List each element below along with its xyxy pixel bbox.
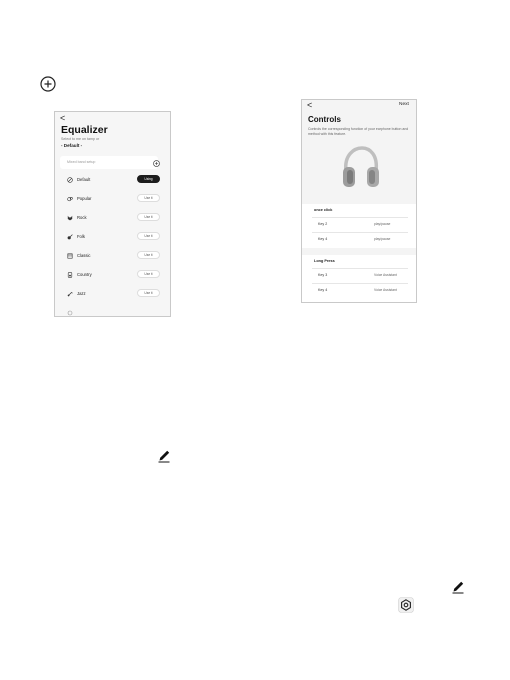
equalizer-subtitle: Select to me on tamp or <box>61 137 100 141</box>
key-action[interactable]: Voice Assistant <box>374 273 397 277</box>
preset-icon <box>67 310 73 316</box>
divider <box>312 217 408 218</box>
settings-gear-icon <box>398 597 414 613</box>
search-placeholder: Mixed band setup <box>67 160 96 164</box>
use-preset-button[interactable]: Using <box>137 175 160 183</box>
country-icon <box>67 272 73 278</box>
list-item[interactable] <box>55 286 171 304</box>
current-preset: - Default - <box>61 143 83 148</box>
search-input[interactable] <box>60 156 158 169</box>
equalizer-title: Equalizer <box>61 124 108 136</box>
key-label: Key 4 <box>318 237 328 241</box>
section-header: Long Press <box>314 259 335 263</box>
divider <box>312 232 408 233</box>
controls-description: Controls the corresponding function of your earphone button and method with this feature. <box>308 127 409 136</box>
list-item[interactable] <box>55 229 171 247</box>
preset-label: Jazz <box>77 291 86 296</box>
edit-pencil-icon <box>157 449 171 463</box>
folk-icon <box>67 234 73 240</box>
list-item[interactable] <box>55 172 171 190</box>
headphones-image <box>340 145 382 191</box>
rock-icon <box>67 215 73 221</box>
add-circle-icon <box>40 76 56 92</box>
use-preset-button[interactable]: Use it <box>137 289 160 297</box>
key-label: Key 2 <box>318 222 328 226</box>
use-preset-button[interactable]: Use it <box>137 270 160 278</box>
divider <box>312 283 408 284</box>
preset-label: Popular <box>77 196 92 201</box>
list-item[interactable] <box>55 191 171 209</box>
use-preset-button[interactable]: Use it <box>137 194 160 202</box>
list-item[interactable] <box>55 210 171 228</box>
preset-label: Country <box>77 272 92 277</box>
next-button[interactable]: Next <box>399 102 409 107</box>
popular-icon <box>67 196 73 202</box>
list-item[interactable] <box>55 267 171 285</box>
preset-label: Folk <box>77 234 85 239</box>
back-button[interactable]: < <box>307 100 313 110</box>
default-icon <box>67 177 73 183</box>
jazz-icon <box>67 291 73 297</box>
equalizer-screen <box>54 111 171 317</box>
use-preset-button[interactable]: Use it <box>137 232 160 240</box>
preset-label: Rock <box>77 215 87 220</box>
once-click-section <box>302 204 417 248</box>
key-action[interactable]: Voice Assistant <box>374 288 397 292</box>
add-preset-icon[interactable] <box>153 160 160 167</box>
key-label: Key 4 <box>318 288 328 292</box>
edit-pencil-icon <box>451 580 465 594</box>
use-preset-button[interactable]: Use it <box>137 213 160 221</box>
list-item-partial <box>55 305 171 317</box>
list-item[interactable] <box>55 248 171 266</box>
key-action[interactable]: play/pause <box>374 237 391 241</box>
key-action[interactable]: play/pause <box>374 222 391 226</box>
preset-label: Default <box>77 177 91 182</box>
preset-label: Classic <box>77 253 91 258</box>
divider <box>312 268 408 269</box>
section-header: once click <box>314 208 333 212</box>
controls-screen <box>301 99 417 303</box>
use-preset-button[interactable]: Use it <box>137 251 160 259</box>
key-label: Key 3 <box>318 273 328 277</box>
back-button[interactable]: < <box>60 113 66 123</box>
controls-title: Controls <box>308 115 341 124</box>
long-press-section <box>302 255 417 302</box>
classic-icon <box>67 253 73 259</box>
